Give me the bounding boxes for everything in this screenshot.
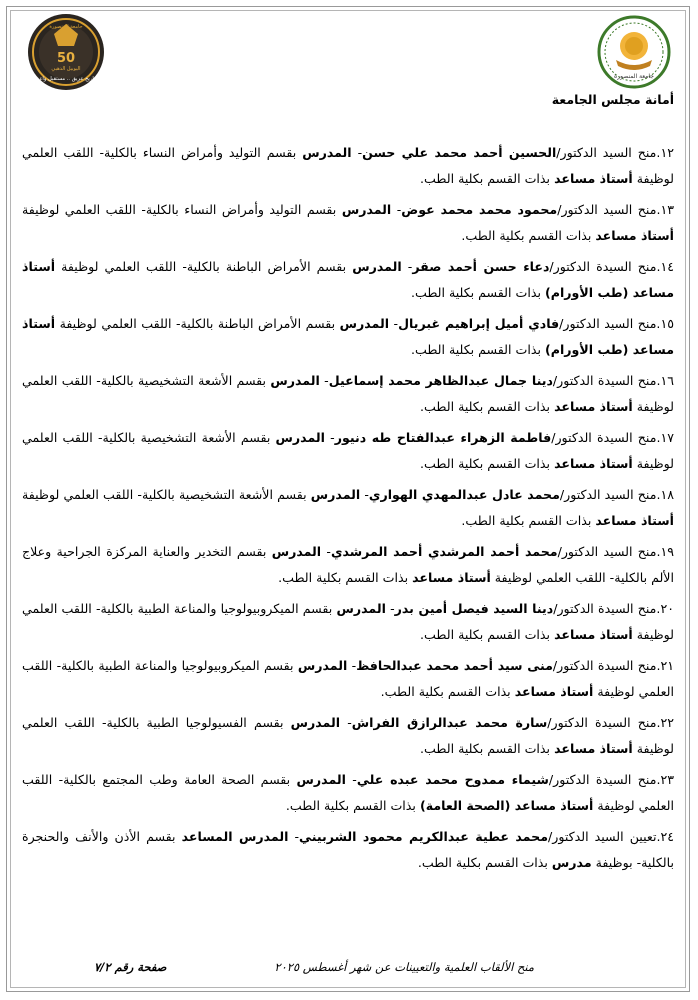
- resolution-item: [22, 539, 674, 591]
- granted-title: أستاذ مساعد (طب الأورام): [22, 259, 674, 300]
- item-suffix: بذات القسم بكلية الطب.: [410, 342, 545, 357]
- item-number: ١٨: [660, 487, 674, 502]
- svg-text:جامعة المنصورة: جامعة المنصورة: [49, 24, 83, 30]
- person-name: سارة محمد عبدالرازق الفراش: [351, 715, 548, 730]
- separator: -: [324, 430, 335, 445]
- item-suffix: بذات القسم بكلية الطب.: [417, 855, 552, 870]
- separator: -: [345, 772, 357, 787]
- granted-title: أستاذ مساعد: [554, 627, 633, 642]
- department-text: بقسم الأمراض الباطنة بالكلية- اللقب العلمي لوظيفة: [55, 259, 353, 274]
- item-suffix: بذات القسم بكلية الطب.: [410, 285, 545, 300]
- item-number: ١٢: [660, 145, 674, 160]
- item-suffix: بذات القسم بكلية الطب.: [461, 513, 596, 528]
- item-action: .منح السيدة الدكتور/: [552, 373, 661, 388]
- item-number: ٢٣: [660, 772, 674, 787]
- resolution-item: [22, 596, 674, 648]
- item-number: ١٦: [660, 373, 674, 388]
- item-suffix: بذات القسم بكلية الطب.: [420, 399, 555, 414]
- item-suffix: بذات القسم بكلية الطب.: [380, 684, 515, 699]
- person-name: محمود محمد محمد عوض: [401, 202, 558, 217]
- item-number: ١٤: [660, 259, 674, 274]
- department-text: بقسم الميكروبيولوجيا والمناعة الطبية بالكلية- اللقب العلمي لوظيفة: [22, 658, 674, 699]
- person-name: محمد أحمد المرشدي أحمد المرشدي: [330, 544, 558, 559]
- granted-title: أستاذ مساعد (طب الأورام): [22, 316, 674, 357]
- person-name: دينا السيد فيصل أمين بدر: [394, 601, 554, 616]
- item-action: .تعيين السيد الدكتور/: [548, 829, 661, 844]
- separator: -: [391, 202, 402, 217]
- item-suffix: بذات القسم بكلية الطب.: [420, 741, 555, 756]
- item-number: ٢١: [660, 658, 674, 673]
- item-action: .منح السيدة الدكتور/: [547, 715, 661, 730]
- department-text: بقسم الأذن والأنف والحنجرة بالكلية- بوظيفة: [22, 829, 674, 870]
- separator: -: [351, 145, 363, 160]
- footer-text: منح الألقاب العلمية والتعيينات عن شهر أغسطس ٢٠٢٥: [274, 960, 534, 974]
- granted-title: أستاذ مساعد (الصحة العامة): [419, 798, 594, 813]
- resolution-item: [22, 653, 674, 705]
- current-role: المدرس: [336, 601, 386, 616]
- person-name: محمد عطية عبدالكريم محمود الشربيني: [299, 829, 548, 844]
- resolution-item: [22, 140, 674, 192]
- department-text: بقسم الصحة العامة وطب المجتمع بالكلية- اللقب العلمي لوظيفة: [22, 772, 674, 813]
- person-name: الحسين أحمد محمد علي حسن: [362, 145, 557, 160]
- separator: -: [340, 715, 352, 730]
- separator: -: [401, 259, 413, 274]
- item-suffix: بذات القسم بكلية الطب.: [420, 171, 555, 186]
- university-logo: [596, 14, 672, 90]
- person-name: فاطمة الزهراء عبدالفتاح طه دنيور: [334, 430, 552, 445]
- department-text: بقسم الأشعة التشخيصية بالكلية- اللقب العلمي لوظيفة: [22, 487, 311, 502]
- item-action: .منح السيد الدكتور/: [559, 316, 661, 331]
- person-name: محمد عادل عبدالمهدي الهواري: [368, 487, 560, 502]
- item-suffix: بذات القسم بكلية الطب.: [420, 627, 555, 642]
- item-action: .منح السيدة الدكتور/: [553, 601, 661, 616]
- item-number: ٢٠: [660, 601, 674, 616]
- resolutions-list: [22, 140, 674, 881]
- page-number: صفحة رقم ٧/٢: [94, 960, 167, 974]
- current-role: المدرس: [352, 259, 402, 274]
- person-name: دينا جمال عبدالظاهر محمد إسماعيل: [328, 373, 553, 388]
- item-action: .منح السيد الدكتور/: [556, 145, 661, 160]
- department-text: بقسم الأمراض الباطنة بالكلية- اللقب العلمي لوظيفة: [55, 316, 340, 331]
- current-role: المدرس: [310, 487, 361, 502]
- svg-text:تاريخ عريق .. مستقبل واعد: تاريخ عريق .. مستقبل واعد: [36, 76, 96, 82]
- resolution-item: [22, 254, 674, 306]
- granted-title: أستاذ مساعد: [554, 456, 633, 471]
- granted-title: أستاذ مساعد: [554, 171, 633, 186]
- resolution-item: [22, 368, 674, 420]
- current-role: المدرس: [302, 145, 352, 160]
- granted-title: أستاذ مساعد: [554, 741, 633, 756]
- item-number: ٢٤: [660, 829, 674, 844]
- granted-title: أستاذ مساعد: [412, 570, 491, 585]
- department-text: بقسم التوليد وأمراض النساء بالكلية- اللقب العلمي لوظيفة: [22, 145, 674, 186]
- item-number: ٢٢: [660, 715, 675, 730]
- svg-text:جامعة المنصورة: جامعة المنصورة: [614, 73, 654, 80]
- current-role: المدرس: [296, 772, 346, 787]
- person-name: دعاء حسن أحمد صقر: [412, 259, 550, 274]
- item-number: ١٥: [660, 316, 674, 331]
- item-suffix: بذات القسم بكلية الطب.: [285, 798, 420, 813]
- svg-text:50: 50: [56, 51, 76, 66]
- item-action: .منح السيدة الدكتور/: [549, 259, 661, 274]
- separator: -: [389, 316, 399, 331]
- department-text: بقسم الأشعة التشخيصية بالكلية- اللقب العلمي لوظيفة: [22, 430, 674, 471]
- department-text: بقسم التوليد وأمراض النساء بالكلية- اللقب العلمي لوظيفة: [22, 202, 342, 217]
- item-action: .منح السيدة الدكتور/: [552, 658, 661, 673]
- current-role: المدرس: [339, 316, 390, 331]
- resolution-item: [22, 311, 674, 363]
- granted-title: أستاذ مساعد: [595, 228, 674, 243]
- current-role: المدرس المساعد: [181, 829, 289, 844]
- resolution-item: [22, 197, 674, 249]
- item-suffix: بذات القسم بكلية الطب.: [461, 228, 596, 243]
- department-text: بقسم الأشعة التشخيصية بالكلية- اللقب العلمي لوظيفة: [22, 373, 674, 414]
- department-text: بقسم الفسيولوجيا الطبية بالكلية- اللقب العلمي لوظيفة: [22, 715, 674, 756]
- separator: -: [385, 601, 395, 616]
- current-role: المدرس: [341, 202, 392, 217]
- jubilee-logo: [26, 12, 106, 92]
- department-text: بقسم التخدير والعناية المركزة الجراحية وعلاج الألم بالكلية- اللقب العلمي لوظيفة: [22, 544, 674, 585]
- resolution-item: [22, 824, 674, 876]
- resolution-item: [22, 710, 674, 762]
- separator: -: [288, 829, 300, 844]
- item-action: .منح السيد الدكتور/: [557, 544, 661, 559]
- current-role: المدرس: [270, 373, 320, 388]
- item-suffix: بذات القسم بكلية الطب.: [420, 456, 555, 471]
- separator: -: [347, 658, 357, 673]
- item-action: .منح السيدة الدكتور/: [548, 772, 661, 787]
- page-footer: [24, 960, 674, 980]
- granted-title: أستاذ مساعد: [514, 684, 594, 699]
- separator: -: [321, 544, 331, 559]
- item-action: .منح السيد الدكتور/: [557, 202, 661, 217]
- granted-title: مدرس: [551, 855, 592, 870]
- resolution-item: [22, 425, 674, 477]
- item-number: ١٩: [660, 544, 674, 559]
- granted-title: أستاذ مساعد: [595, 513, 674, 528]
- item-number: ١٣: [660, 202, 674, 217]
- council-title: أمانة مجلس الجامعة: [551, 92, 674, 107]
- svg-text:اليوبيل الذهبي: اليوبيل الذهبي: [51, 66, 81, 72]
- item-number: ١٧: [660, 430, 674, 445]
- current-role: المدرس: [290, 715, 341, 730]
- item-suffix: بذات القسم بكلية الطب.: [278, 570, 413, 585]
- separator: -: [360, 487, 369, 502]
- current-role: المدرس: [275, 430, 325, 445]
- resolution-item: [22, 767, 674, 819]
- item-action: .منح السيدة الدكتور/: [551, 430, 661, 445]
- resolution-item: [22, 482, 674, 534]
- person-name: منى سيد أحمد محمد عبدالحافظ: [356, 658, 553, 673]
- person-name: فادي أميل إبراهيم غبريال: [398, 316, 560, 331]
- person-name: شيماء ممدوح محمد عبده علي: [356, 772, 549, 787]
- separator: -: [319, 373, 329, 388]
- current-role: المدرس: [271, 544, 322, 559]
- item-action: .منح السيد الدكتور/: [559, 487, 661, 502]
- department-text: بقسم الميكروبيولوجيا والمناعة الطبية بالكلية- اللقب العلمي لوظيفة: [22, 601, 674, 642]
- current-role: المدرس: [297, 658, 348, 673]
- granted-title: أستاذ مساعد: [554, 399, 633, 414]
